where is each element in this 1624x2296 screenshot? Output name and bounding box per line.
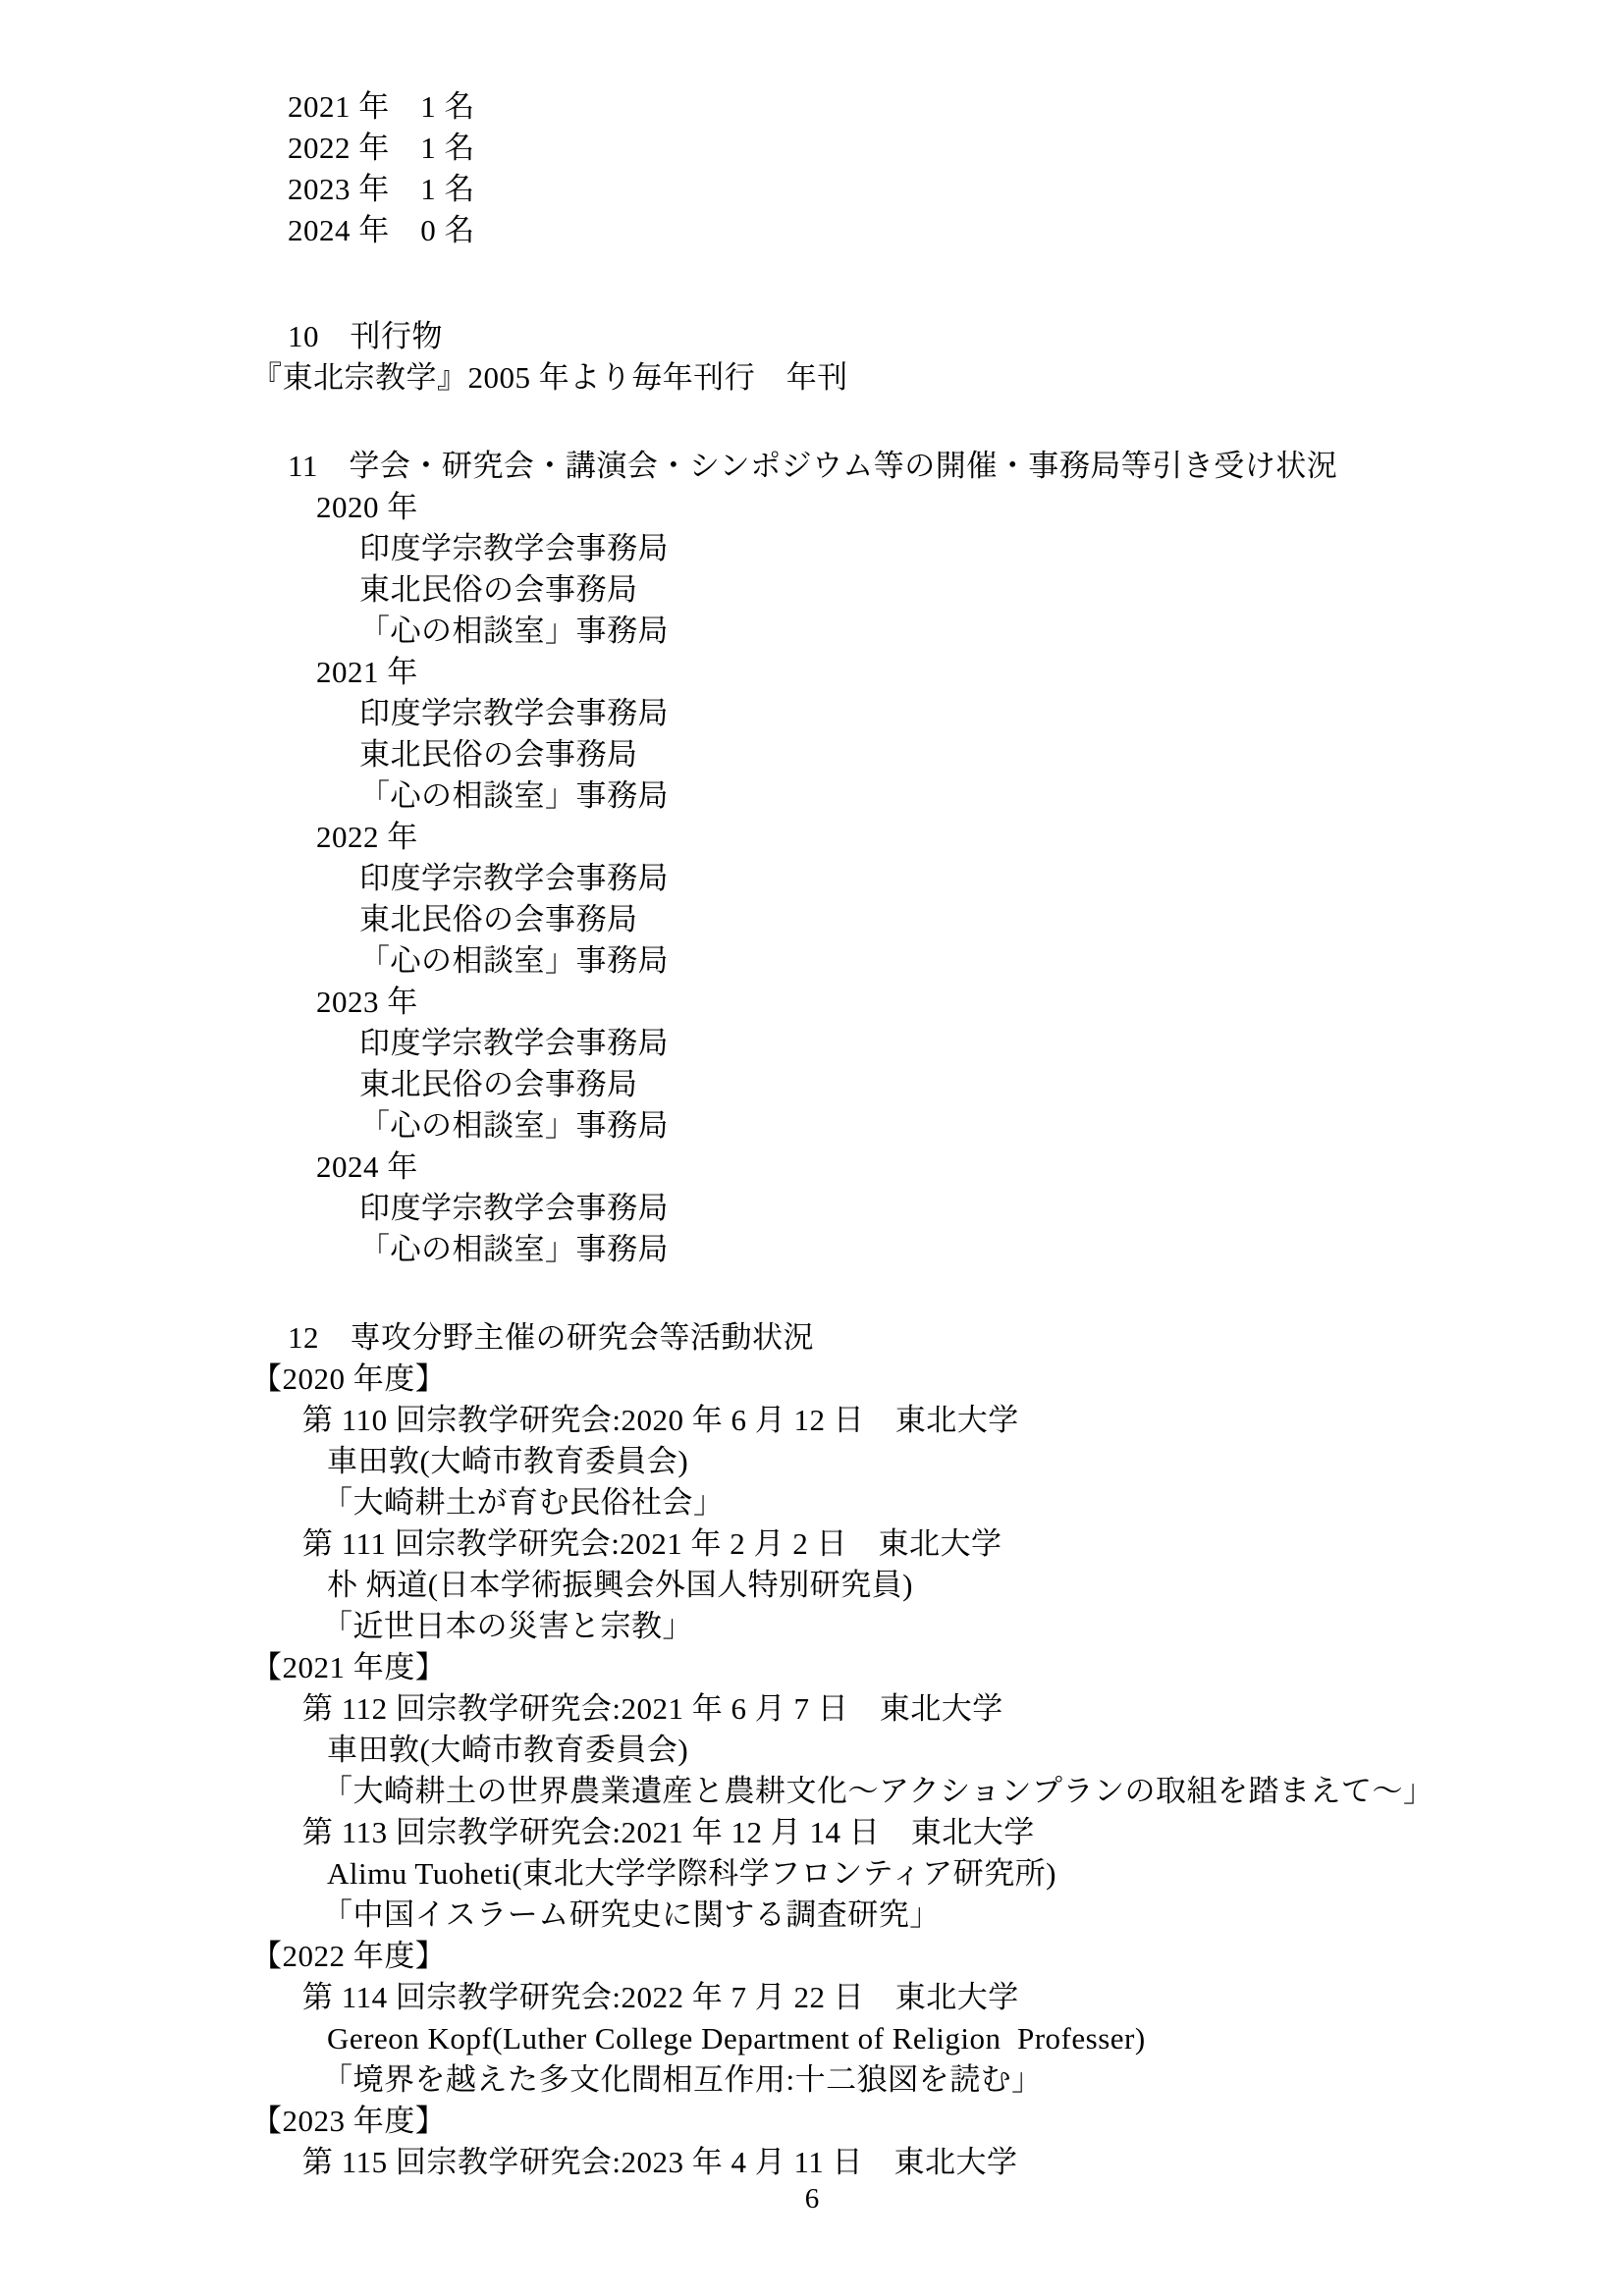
fiscal-year-heading: 【2022 年度】 bbox=[251, 1939, 447, 1973]
speaker-line: 朴 炳道(日本学術振興会外国人特別研究員) bbox=[327, 1568, 913, 1602]
year-heading: 2024 年 bbox=[316, 1149, 418, 1184]
fiscal-year-heading: 【2021 年度】 bbox=[251, 1650, 447, 1684]
section-heading: 12 専攻分野主催の研究会等活動状況 bbox=[288, 1320, 814, 1355]
meeting-line: 第 113 回宗教学研究会:2021 年 12 月 14 日 東北大学 bbox=[302, 1815, 1035, 1849]
talk-title-line: 「境界を越えた多文化間相互作用:十二狼図を読む」 bbox=[322, 2062, 1043, 2097]
meeting-line: 第 111 回宗教学研究会:2021 年 2 月 2 日 東北大学 bbox=[302, 1526, 1002, 1561]
org-line: 「心の相談室」事務局 bbox=[359, 943, 669, 978]
fiscal-year-heading: 【2020 年度】 bbox=[251, 1362, 447, 1396]
org-line: 東北民俗の会事務局 bbox=[359, 737, 638, 772]
page-number: 6 bbox=[804, 2183, 820, 2215]
talk-title-line: 「大崎耕土の世界農業遺産と農耕文化～アクションプランの取組を踏まえて～」 bbox=[322, 1774, 1435, 1808]
speaker-line: Gereon Kopf(Luther College Department of Religion Professer) bbox=[327, 2021, 1146, 2056]
meeting-line: 第 114 回宗教学研究会:2022 年 7 月 22 日 東北大学 bbox=[302, 1980, 1019, 2014]
org-line: 東北民俗の会事務局 bbox=[359, 902, 638, 936]
meeting-line: 第 110 回宗教学研究会:2020 年 6 月 12 日 東北大学 bbox=[302, 1403, 1019, 1437]
talk-title-line: 「大崎耕土が育む民俗社会」 bbox=[322, 1485, 725, 1520]
journal-line: 『東北宗教学』2005 年より毎年刊行 年刊 bbox=[251, 360, 848, 395]
org-line: 印度学宗教学会事務局 bbox=[359, 1026, 669, 1060]
section-heading: 10 刊行物 bbox=[288, 319, 443, 353]
org-line: 印度学宗教学会事務局 bbox=[359, 861, 669, 895]
org-line: 印度学宗教学会事務局 bbox=[359, 696, 669, 730]
section-heading: 11 学会・研究会・講演会・シンポジウム等の開催・事務局等引き受け状況 bbox=[288, 449, 1338, 483]
org-line: 東北民俗の会事務局 bbox=[359, 1067, 638, 1101]
meeting-line: 第 115 回宗教学研究会:2023 年 4 月 11 日 東北大学 bbox=[302, 2145, 1018, 2179]
org-line: 印度学宗教学会事務局 bbox=[359, 531, 669, 565]
count-line: 2023 年 1 名 bbox=[288, 172, 475, 206]
talk-title-line: 「近世日本の災害と宗教」 bbox=[322, 1609, 693, 1643]
count-line: 2024 年 0 名 bbox=[288, 213, 475, 247]
speaker-line: 車田敦(大崎市教育委員会) bbox=[327, 1444, 689, 1478]
speaker-line: Alimu Tuoheti(東北大学学際科学フロンティア研究所) bbox=[327, 1856, 1056, 1891]
count-line: 2021 年 1 名 bbox=[288, 89, 475, 124]
org-line: 「心の相談室」事務局 bbox=[359, 1108, 669, 1143]
year-heading: 2021 年 bbox=[316, 655, 418, 689]
meeting-line: 第 112 回宗教学研究会:2021 年 6 月 7 日 東北大学 bbox=[302, 1691, 1003, 1726]
org-line: 「心の相談室」事務局 bbox=[359, 614, 669, 648]
talk-title-line: 「中国イスラーム研究史に関する調査研究」 bbox=[322, 1897, 941, 1932]
org-line: 「心の相談室」事務局 bbox=[359, 778, 669, 813]
fiscal-year-heading: 【2023 年度】 bbox=[251, 2104, 447, 2138]
org-line: 「心の相談室」事務局 bbox=[359, 1232, 669, 1266]
year-heading: 2020 年 bbox=[316, 490, 418, 524]
count-line: 2022 年 1 名 bbox=[288, 131, 475, 165]
year-heading: 2022 年 bbox=[316, 820, 418, 854]
year-heading: 2023 年 bbox=[316, 985, 418, 1019]
org-line: 印度学宗教学会事務局 bbox=[359, 1191, 669, 1225]
speaker-line: 車田敦(大崎市教育委員会) bbox=[327, 1733, 689, 1767]
org-line: 東北民俗の会事務局 bbox=[359, 572, 638, 607]
